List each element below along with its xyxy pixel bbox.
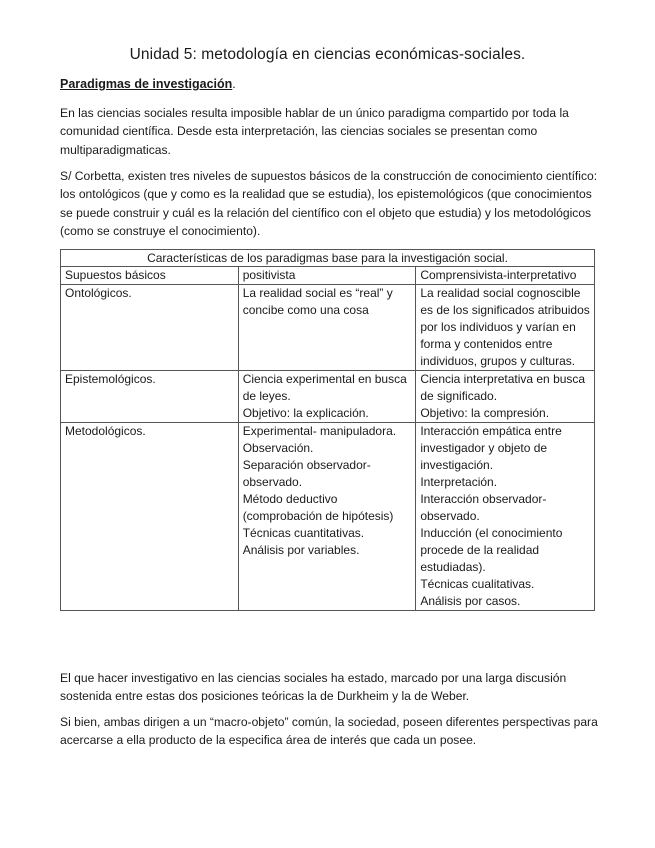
section-heading (60, 77, 236, 91)
table-caption-row (61, 250, 595, 267)
table-row (61, 285, 595, 371)
cell-line: Ciencia experimental en busca de leyes. (242, 372, 407, 403)
document-title: Unidad 5: metodología en ciencias económicas-sociales. (129, 46, 526, 63)
cell-line: Análisis por variables. (242, 543, 360, 557)
positivista-cell (238, 285, 416, 371)
table-header-row (61, 267, 595, 285)
cell-line: Objetivo: la explicación. (242, 406, 369, 420)
section-heading-suffix: . (232, 77, 236, 91)
table-header-cell: Supuestos básicos (61, 267, 239, 285)
cell-line: Inducción (el conocimiento procede de la realidad estudiadas). (420, 526, 563, 574)
row-label: Epistemológicos. (61, 371, 239, 423)
paragraph-multiparadigm: En las ciencias sociales resulta imposible hablar de un único paradigma compartido por toda la comunidad científica. Desde esta interpretación, las ciencias sociales se presentan como multiparadigmaticas. (60, 106, 569, 157)
cell-line: Experimental- manipuladora. (242, 424, 397, 438)
table-caption: Características de los paradigmas base para la investigación social. (61, 250, 595, 267)
comprensivista-cell (416, 371, 595, 423)
paragraph-durkheim-weber: El que hacer investigativo en las ciencias sociales ha estado, marcado por una larga discusión sostenida entre estas dos posiciones teóricas la de Durkheim y la de Weber. (60, 671, 567, 704)
table-row (61, 371, 595, 423)
comprensivista-cell (416, 423, 595, 611)
cell-line: Observación. (242, 441, 314, 455)
cell-line: Método deductivo (comprobación de hipótesis) (242, 492, 394, 523)
table-row (61, 423, 595, 611)
row-label: Ontológicos. (61, 285, 239, 371)
section-heading-text: Paradigmas de investigación (60, 77, 233, 91)
cell-line: Separación observador-observado. (242, 458, 371, 489)
comprensivista-cell (416, 285, 595, 371)
paradigms-table (60, 249, 595, 611)
table-header-cell: Comprensivista-interpretativo (416, 267, 595, 285)
row-label: Metodológicos. (61, 423, 239, 611)
cell-line: Interacción empática entre investigador y objeto de investigación. (420, 424, 562, 472)
cell-line: Técnicas cualitativas. (420, 577, 535, 591)
cell-line: Objetivo: la compresión. (420, 406, 550, 420)
positivista-cell (238, 371, 416, 423)
cell-line: La realidad social cognoscible es de los significados atribuidos por los individuos y varían en forma y contenidos entre individuos, grupos y culturas. (420, 286, 590, 368)
table-header-cell: positivista (238, 267, 416, 285)
cell-line: Ciencia interpretativa en busca de significado. (420, 372, 586, 403)
positivista-cell (238, 423, 416, 611)
paragraph-corbetta: S/ Corbetta, existen tres niveles de supuestos básicos de la construcción de conocimiento científico: los ontológicos (que y como es la realidad que se estudia), los epistemológicos (que conocimientos se puede construir y cuál es la relación del científico con el objeto que estudia) y los metodológicos (como se construye el conocimiento). (60, 169, 598, 238)
cell-line: Técnicas cuantitativas. (242, 526, 365, 540)
cell-line: La realidad social es “real” y concibe como una cosa (242, 286, 393, 317)
cell-line: Interacción observador-observado. (420, 492, 547, 523)
cell-line: Interpretación. (420, 475, 498, 489)
cell-line: Análisis por casos. (420, 594, 521, 608)
paragraph-macro-objeto: Si bien, ambas dirigen a un “macro-objeto” común, la sociedad, poseen diferentes perspectivas para acercarse a ella producto de la especifica área de interés que cada un posee. (60, 715, 598, 748)
